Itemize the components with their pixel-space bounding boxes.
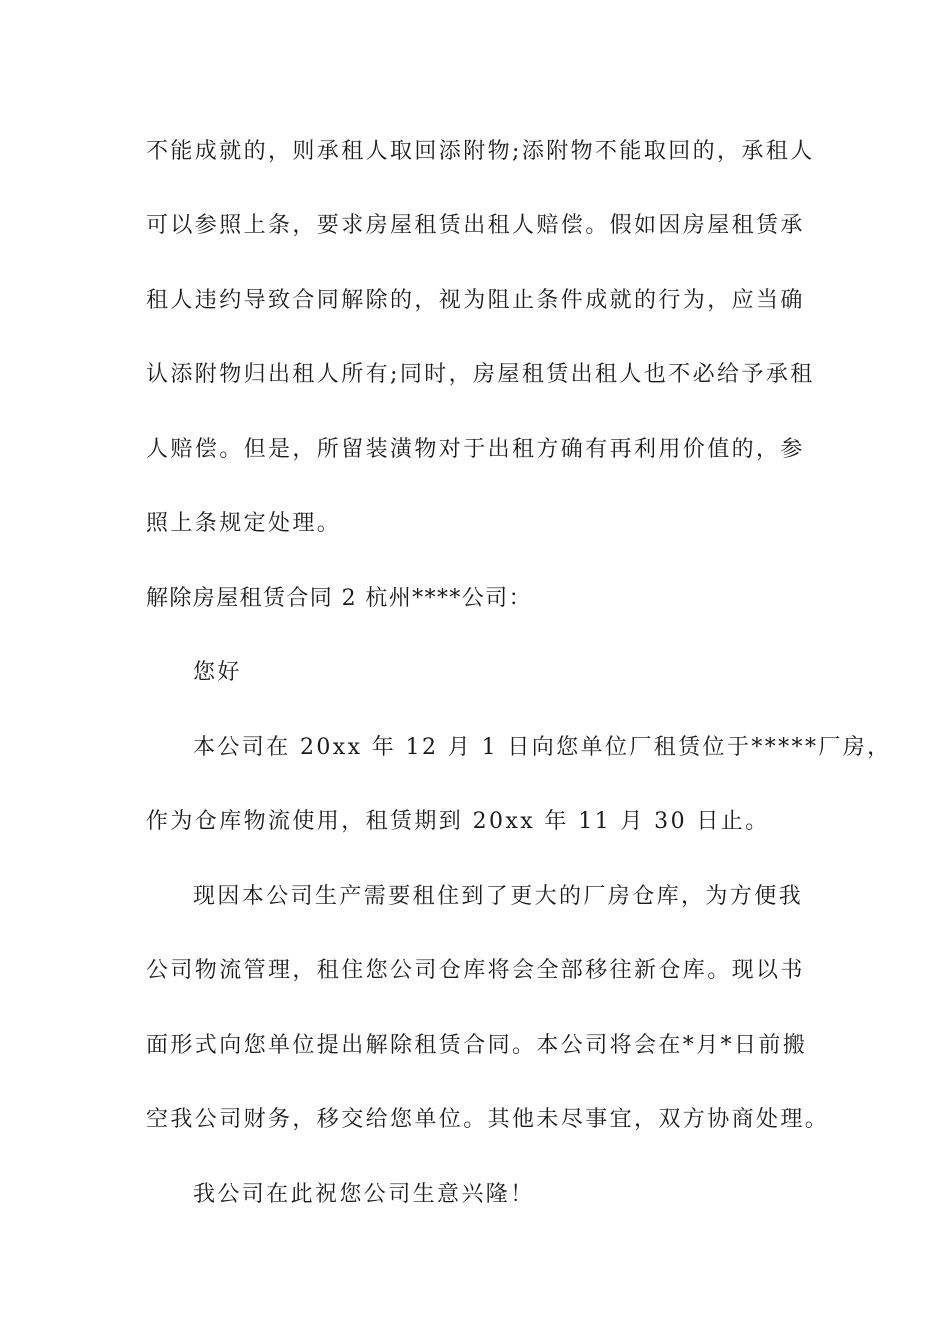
paragraph-1-line: 作为仓库物流使用，租赁期到 20xx 年 11 月 30 日止。 bbox=[146, 809, 770, 834]
paragraph-1-line: 本公司在 20xx 年 12 月 1 日向您单位厂租赁位于*****厂房， bbox=[193, 735, 892, 760]
paragraph-2-line: 面形式向您单位提出解除租赁合同。本公司将会在*月*日前搬 bbox=[146, 1033, 808, 1058]
closing-line: 我公司在此祝您公司生意兴隆！ bbox=[193, 1182, 535, 1207]
text-line: 照上条规定处理。 bbox=[146, 511, 342, 536]
text-line: 不能成就的，则承租人取回添附物;添附物不能取回的，承租人 bbox=[146, 139, 815, 164]
greeting: 您好 bbox=[193, 660, 242, 685]
text-line: 认添附物归出租人所有;同时，房屋租赁出租人也不必给予承租 bbox=[146, 362, 815, 387]
text-line: 人赔偿。但是，所留装潢物对于出租方确有再利用价值的，参 bbox=[146, 437, 805, 462]
paragraph-2-line: 公司物流管理，租住您公司仓库将会全部移往新仓库。现以书 bbox=[146, 958, 805, 983]
section-heading: 解除房屋租赁合同 2 杭州****公司： bbox=[146, 586, 532, 611]
paragraph-2-line: 空我公司财务，移交给您单位。其他未尽事宜，双方协商处理。 bbox=[146, 1107, 830, 1132]
text-line: 可以参照上条，要求房屋租赁出租人赔偿。假如因房屋租赁承 bbox=[146, 213, 805, 238]
paragraph-2-line: 现因本公司生产需要租住到了更大的厂房仓库，为方便我 bbox=[193, 884, 804, 909]
text-line: 租人违约导致合同解除的，视为阻止条件成就的行为，应当确 bbox=[146, 288, 805, 313]
